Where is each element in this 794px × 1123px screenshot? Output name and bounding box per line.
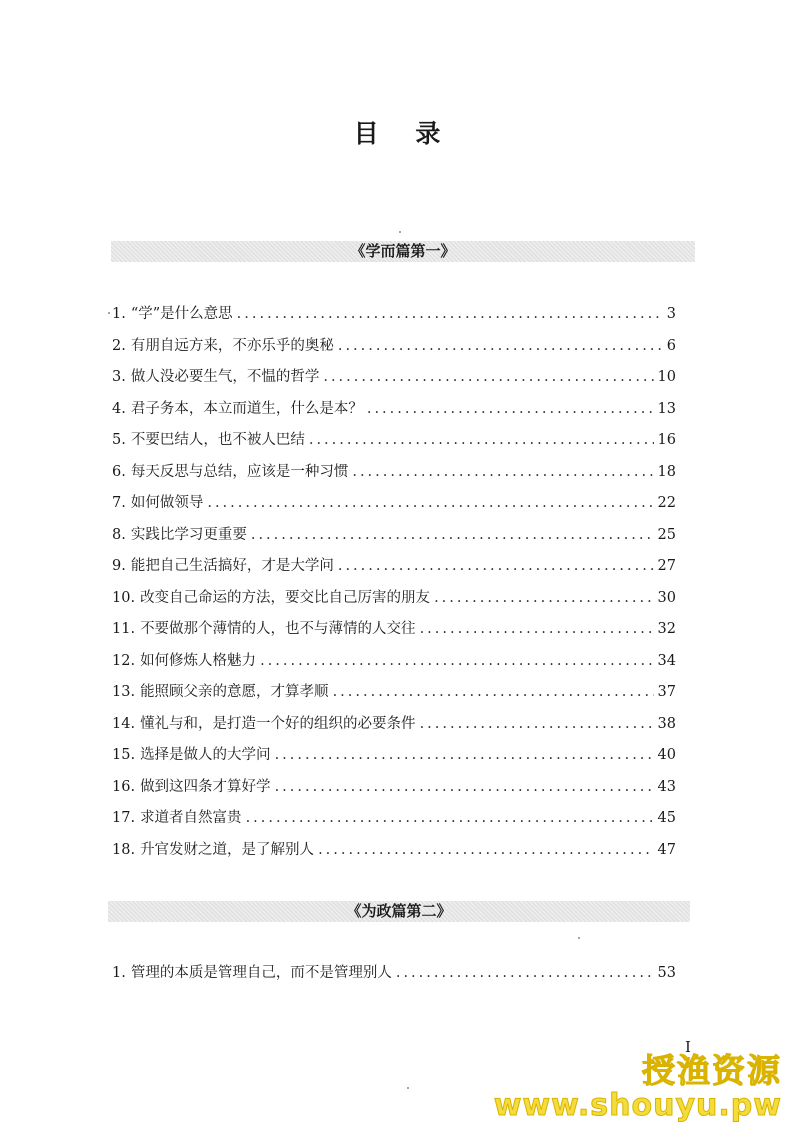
toc-dot-leader <box>367 398 654 420</box>
toc-entry-title: 改变自己命运的方法，要交比自己厉害的朋友 <box>140 589 431 606</box>
toc-entry-number: 3. <box>112 369 126 385</box>
toc-dot-leader <box>434 587 653 609</box>
toc-entry-title: 不要巴结人，也不被人巴结 <box>130 432 305 448</box>
toc-entry <box>112 776 676 808</box>
toc-entry-title: 实践比学习更重要 <box>130 526 247 543</box>
toc-entry-number: 11. <box>112 621 136 637</box>
toc-dot-leader <box>275 744 654 766</box>
toc-entry <box>112 492 676 524</box>
toc-dot-leader <box>260 650 653 672</box>
scan-speck <box>399 231 401 233</box>
toc-entry-page-number: 32 <box>657 621 676 637</box>
toc-entry-title: 如何修炼人格魅力 <box>140 652 257 669</box>
toc-entry-page-number: 3 <box>666 306 676 322</box>
section-heading-xueer: 《学而篇第一》 <box>111 241 695 262</box>
toc-entry-page-number: 6 <box>666 337 676 354</box>
scan-speck <box>407 1087 409 1089</box>
toc-entry-title: 管理的本质是管理自己，而不是管理别人 <box>130 965 392 981</box>
toc-entry-page-number: 16 <box>657 432 676 448</box>
toc-entry <box>112 335 676 367</box>
toc-entry <box>112 744 676 776</box>
toc-entry-page-number: 43 <box>657 778 676 795</box>
toc-entry-number: 16. <box>112 778 136 795</box>
toc-entry-title: 升官发财之道，是了解别人 <box>140 841 315 858</box>
toc-entry-page-number: 34 <box>657 652 676 669</box>
toc-entry-number: 8. <box>112 526 126 543</box>
toc-entry-title: 能照顾父亲的意愿，才算孝顺 <box>140 684 329 700</box>
toc-entry <box>112 429 676 461</box>
toc-entry-page-number: 18 <box>657 463 676 480</box>
toc-entry-title: 做到这四条才算好学 <box>140 778 271 795</box>
toc-dot-leader <box>275 776 654 798</box>
toc-entry <box>112 303 676 335</box>
toc-dot-leader <box>420 618 654 640</box>
toc-entry <box>112 618 676 650</box>
toc-dot-leader <box>352 461 653 483</box>
toc-entry-title: 如何做领导 <box>130 495 204 511</box>
toc-entry-number: 4. <box>112 400 126 417</box>
toc-entry <box>112 650 676 682</box>
toc-entry <box>112 461 676 493</box>
toc-dot-leader <box>420 713 654 735</box>
scan-speck <box>108 312 110 314</box>
toc-entry-page-number: 30 <box>657 589 676 606</box>
toc-entry-title: 不要做那个薄情的人，也不与薄情的人交往 <box>140 621 416 637</box>
toc-entry <box>112 713 676 745</box>
toc-entry-title: 求道者自然富贵 <box>140 810 242 826</box>
toc-entry-page-number: 27 <box>657 558 676 574</box>
toc-entry-number: 12. <box>112 652 136 669</box>
toc-entry <box>112 839 676 871</box>
toc-entry <box>112 587 676 619</box>
watermark-url: www.shouyu.pw <box>493 1088 782 1123</box>
toc-entry-page-number: 37 <box>657 684 676 700</box>
toc-entry-number: 17. <box>112 810 136 826</box>
toc-entry <box>112 807 676 839</box>
toc-entry-number: 7. <box>112 495 126 511</box>
toc-entry-number: 1. <box>112 965 126 981</box>
toc-dot-leader <box>318 839 653 861</box>
toc-list-xueer <box>112 303 676 870</box>
section-heading-weizheng: 《为政篇第二》 <box>108 901 690 922</box>
toc-dot-leader <box>246 807 654 829</box>
toc-entry-page-number: 53 <box>657 965 676 981</box>
toc-entry-page-number: 13 <box>657 400 676 417</box>
toc-entry <box>112 398 676 430</box>
toc-dot-leader <box>207 492 653 514</box>
toc-entry-number: 5. <box>112 432 126 448</box>
toc-entry-title: “学”是什么意思 <box>130 306 233 322</box>
toc-entry-page-number: 47 <box>657 841 676 858</box>
toc-entry-number: 13. <box>112 684 136 700</box>
toc-dot-leader <box>251 524 654 546</box>
page-title: 目 录 <box>353 119 455 148</box>
toc-entry-title: 能把自己生活搞好，才是大学问 <box>130 558 334 574</box>
toc-entry <box>112 366 676 398</box>
toc-entry <box>112 681 676 713</box>
toc-dot-leader <box>333 681 654 703</box>
toc-entry-number: 18. <box>112 841 136 858</box>
toc-entry-number: 9. <box>112 558 126 574</box>
toc-entry-title: 君子务本，本立而道生，什么是本？ <box>130 400 363 417</box>
toc-entry-title: 选择是做人的大学问 <box>140 747 271 763</box>
toc-entry-number: 1. <box>112 306 126 322</box>
toc-list-weizheng <box>112 962 676 994</box>
toc-dot-leader <box>309 429 654 451</box>
toc-entry-page-number: 25 <box>657 526 676 543</box>
toc-entry-number: 14. <box>112 715 136 732</box>
toc-entry-page-number: 10 <box>657 369 676 385</box>
toc-entry <box>112 962 676 994</box>
toc-entry-number: 2. <box>112 337 126 354</box>
page-folio: I <box>685 1038 691 1056</box>
toc-entry-page-number: 38 <box>657 715 676 732</box>
toc-entry-title: 懂礼与和，是打造一个好的组织的必要条件 <box>140 715 416 732</box>
toc-dot-leader <box>338 555 654 577</box>
toc-entry-title: 每天反思与总结，应该是一种习惯 <box>130 463 349 480</box>
toc-dot-leader <box>396 962 654 984</box>
toc-dot-leader <box>323 366 653 388</box>
toc-entry-page-number: 22 <box>657 495 676 511</box>
toc-entry-title: 有朋自远方来，不亦乐乎的奥秘 <box>130 337 334 354</box>
toc-entry <box>112 524 676 556</box>
scan-speck <box>578 937 580 939</box>
toc-entry-number: 15. <box>112 747 136 763</box>
toc-dot-leader <box>237 303 663 325</box>
toc-entry-page-number: 40 <box>657 747 676 763</box>
toc-entry-title: 做人没必要生气，不愠的哲学 <box>130 369 320 385</box>
toc-entry-number: 10. <box>112 589 136 606</box>
toc-entry <box>112 555 676 587</box>
watermark-brand: 授渔资源 <box>642 1051 782 1090</box>
toc-entry-number: 6. <box>112 463 126 480</box>
toc-dot-leader <box>338 335 663 357</box>
toc-entry-page-number: 45 <box>657 810 676 826</box>
